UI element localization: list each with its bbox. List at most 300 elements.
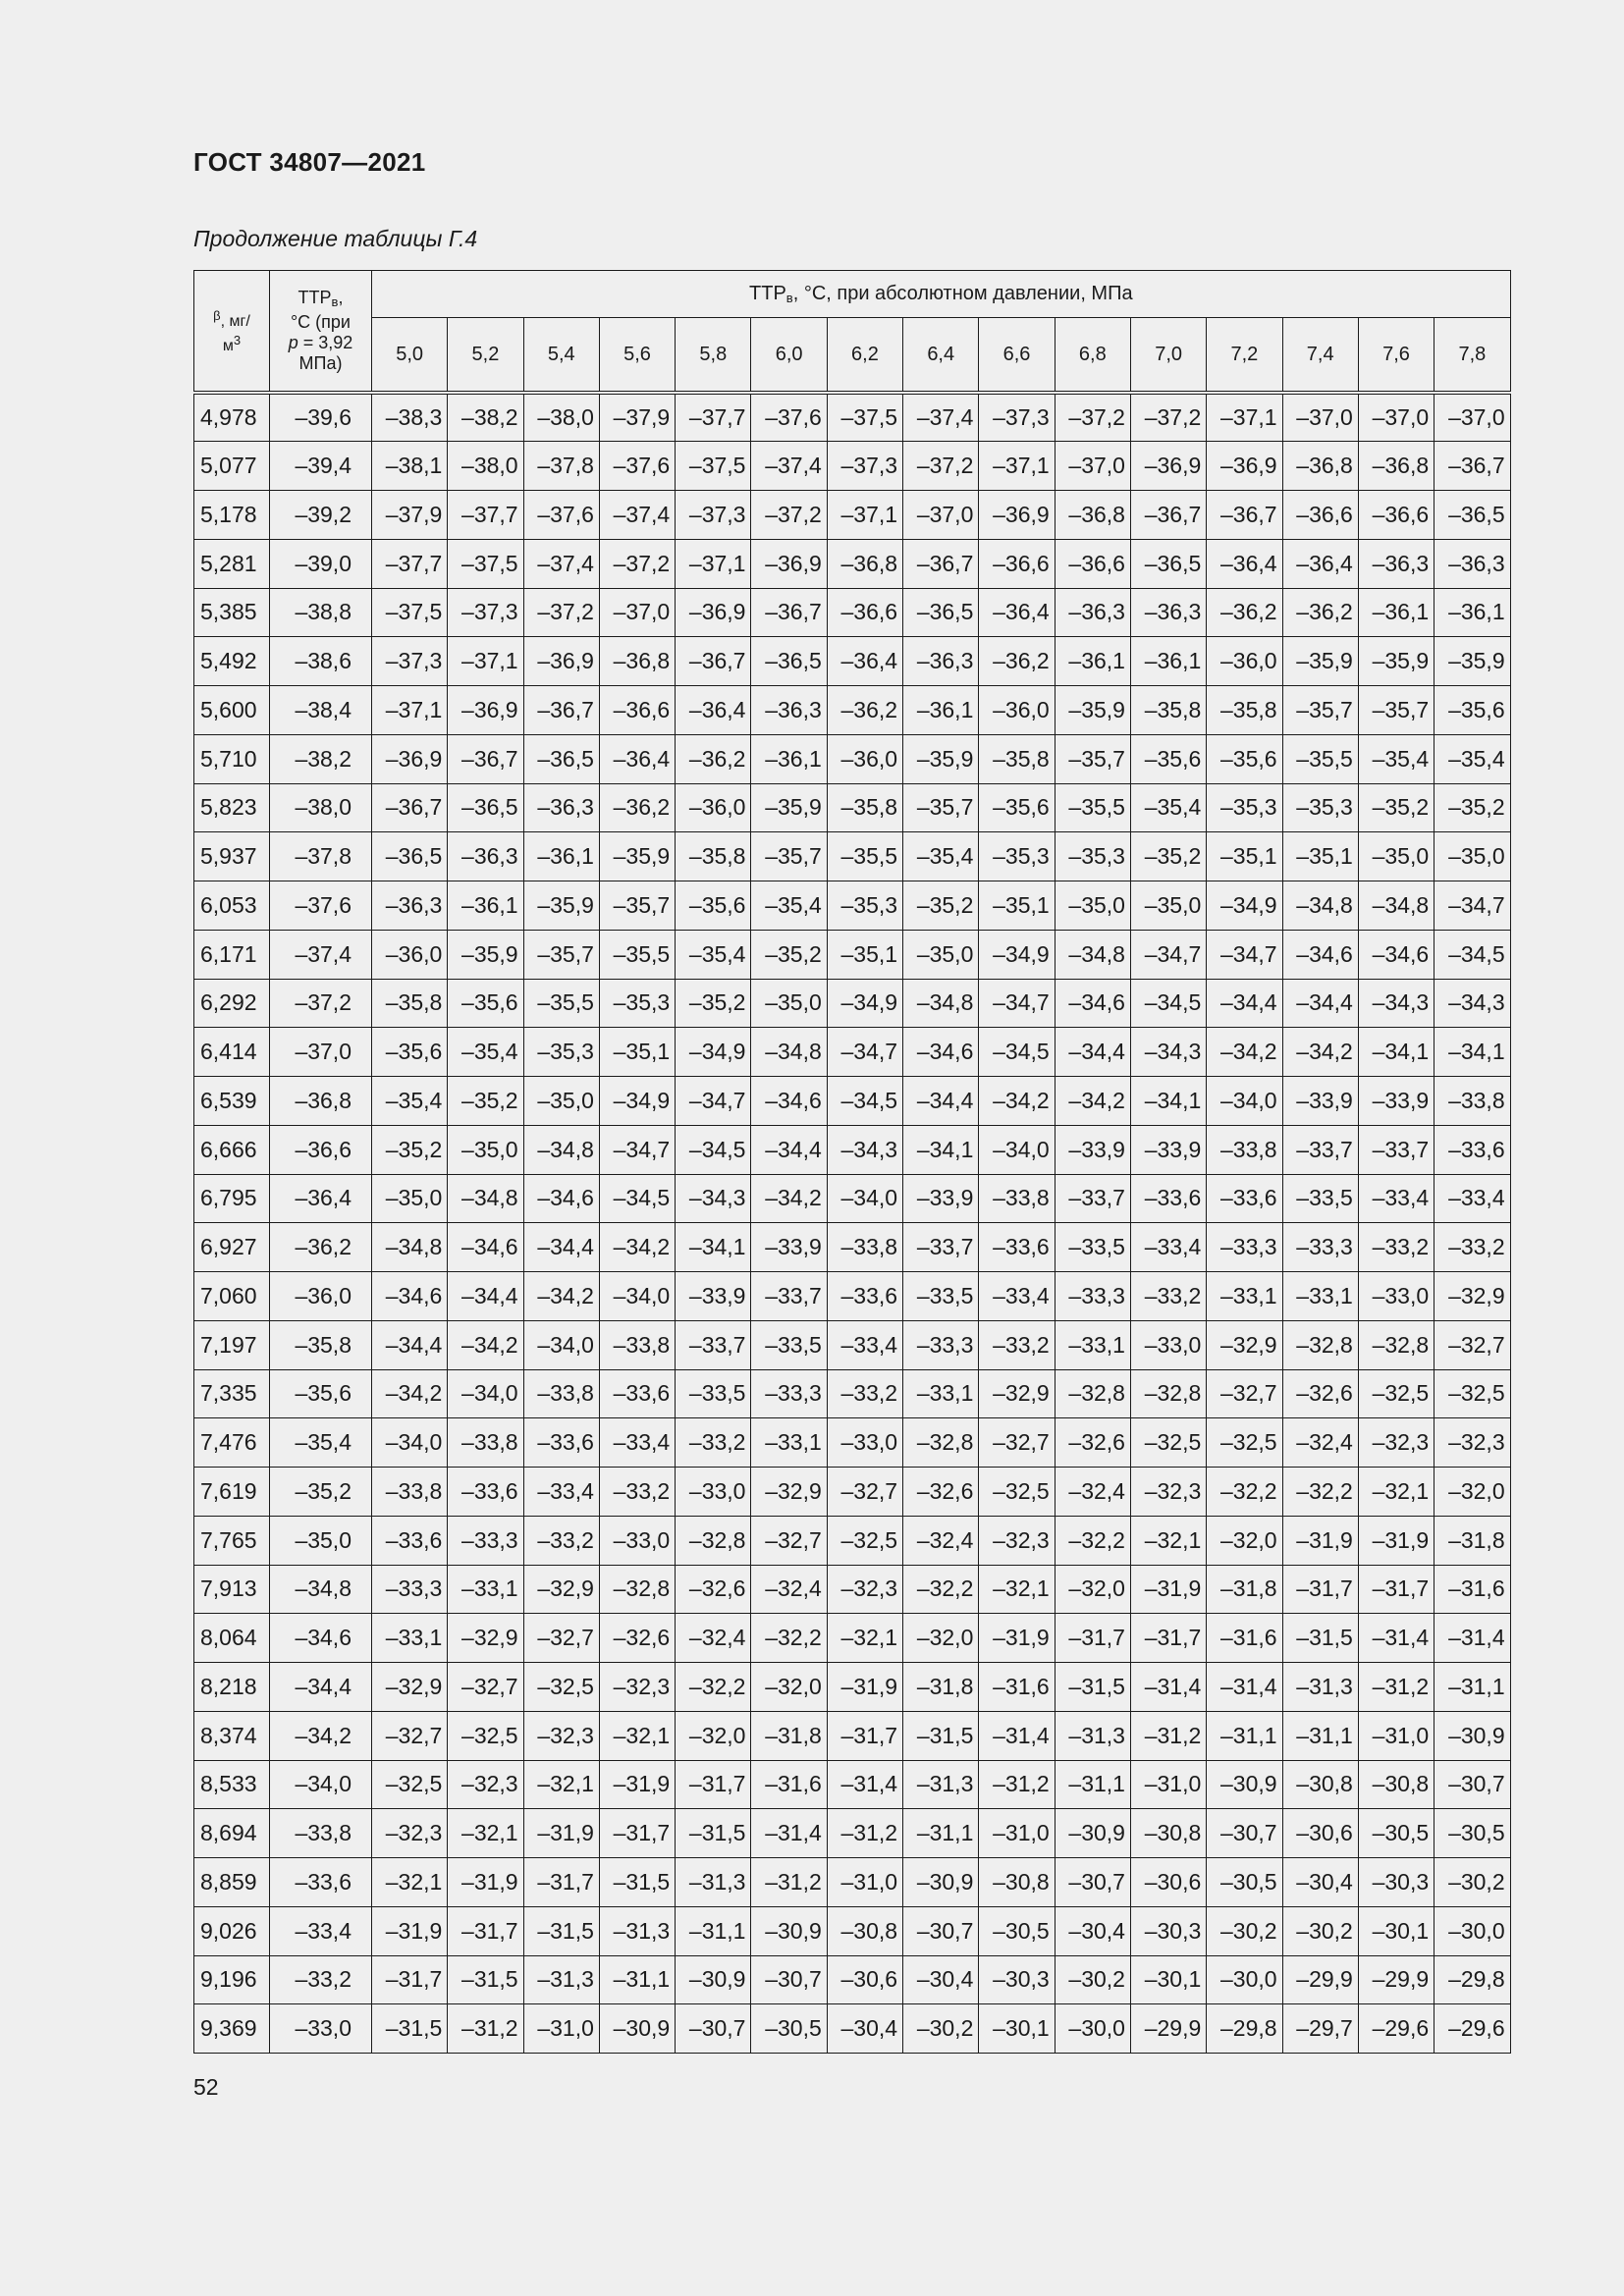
value-cell: –33,5 (751, 1320, 827, 1369)
value-cell: –35,1 (1282, 832, 1358, 881)
value-cell: –30,4 (1282, 1858, 1358, 1907)
ttr-base-cell: –38,6 (270, 637, 372, 686)
value-cell: –35,9 (1055, 686, 1130, 735)
value-cell: –35,3 (599, 979, 675, 1028)
value-cell: –30,8 (1130, 1809, 1206, 1858)
value-cell: –37,1 (1207, 393, 1282, 442)
value-cell: –36,7 (676, 637, 751, 686)
beta-cell: 7,335 (194, 1369, 270, 1418)
value-cell: –33,6 (523, 1418, 599, 1468)
value-cell: –36,8 (599, 637, 675, 686)
value-cell: –32,5 (1130, 1418, 1206, 1468)
pressure-header-cell: 7,4 (1282, 318, 1358, 394)
value-cell: –35,1 (1207, 832, 1282, 881)
value-cell: –31,2 (751, 1858, 827, 1907)
value-cell: –32,5 (372, 1760, 448, 1809)
table-row (194, 1028, 1511, 1077)
value-cell: –30,7 (1207, 1809, 1282, 1858)
value-cell: –36,3 (1435, 539, 1510, 588)
value-cell: –30,5 (1435, 1809, 1510, 1858)
value-cell: –35,2 (1130, 832, 1206, 881)
pressure-header-cell: 6,0 (751, 318, 827, 394)
value-cell: –35,0 (751, 979, 827, 1028)
value-cell: –34,8 (1358, 881, 1434, 931)
value-cell: –30,0 (1055, 2004, 1130, 2054)
value-cell: –30,9 (676, 1955, 751, 2004)
table-row (194, 1468, 1511, 1517)
value-cell: –38,1 (372, 442, 448, 491)
value-cell: –36,6 (979, 539, 1055, 588)
value-cell: –36,4 (827, 637, 902, 686)
table-row (194, 734, 1511, 783)
pressure-header-cell: 6,6 (979, 318, 1055, 394)
beta-cell: 5,385 (194, 588, 270, 637)
value-cell: –36,4 (599, 734, 675, 783)
value-cell: –30,2 (1435, 1858, 1510, 1907)
value-cell: –36,7 (523, 686, 599, 735)
value-cell: –32,2 (676, 1663, 751, 1712)
value-cell: –31,0 (827, 1858, 902, 1907)
value-cell: –32,5 (1435, 1369, 1510, 1418)
value-cell: –33,4 (1358, 1174, 1434, 1223)
value-cell: –32,4 (676, 1614, 751, 1663)
value-cell: –31,8 (903, 1663, 979, 1712)
value-cell: –36,5 (1130, 539, 1206, 588)
beta-cell: 6,053 (194, 881, 270, 931)
value-cell: –32,3 (599, 1663, 675, 1712)
value-cell: –36,1 (903, 686, 979, 735)
table-row (194, 1906, 1511, 1955)
value-cell: –35,6 (372, 1028, 448, 1077)
value-cell: –32,7 (751, 1516, 827, 1565)
value-cell: –36,2 (599, 783, 675, 832)
value-cell: –34,8 (372, 1223, 448, 1272)
ttr-base-cell: –36,0 (270, 1272, 372, 1321)
value-cell: –33,6 (1207, 1174, 1282, 1223)
value-cell: –31,4 (1435, 1614, 1510, 1663)
beta-cell: 6,795 (194, 1174, 270, 1223)
value-cell: –34,3 (827, 1125, 902, 1174)
value-cell: –31,9 (1358, 1516, 1434, 1565)
value-cell: –33,0 (1358, 1272, 1434, 1321)
value-cell: –37,2 (599, 539, 675, 588)
value-cell: –31,4 (979, 1711, 1055, 1760)
value-cell: –30,9 (1207, 1760, 1282, 1809)
beta-cell: 8,374 (194, 1711, 270, 1760)
value-cell: –31,9 (523, 1809, 599, 1858)
value-cell: –33,8 (523, 1369, 599, 1418)
value-cell: –33,9 (1358, 1077, 1434, 1126)
value-cell: –36,4 (1282, 539, 1358, 588)
value-cell: –32,6 (1282, 1369, 1358, 1418)
value-cell: –32,5 (448, 1711, 523, 1760)
value-cell: –31,3 (1282, 1663, 1358, 1712)
value-cell: –33,6 (1130, 1174, 1206, 1223)
value-cell: –35,3 (1207, 783, 1282, 832)
table-row (194, 1614, 1511, 1663)
value-cell: –32,4 (903, 1516, 979, 1565)
value-cell: –30,9 (1055, 1809, 1130, 1858)
value-cell: –34,7 (979, 979, 1055, 1028)
beta-cell: 5,281 (194, 539, 270, 588)
value-cell: –37,2 (903, 442, 979, 491)
value-cell: –33,4 (979, 1272, 1055, 1321)
value-cell: –37,5 (448, 539, 523, 588)
value-cell: –37,2 (1130, 393, 1206, 442)
ttr-base-cell: –33,2 (270, 1955, 372, 2004)
value-cell: –30,7 (1435, 1760, 1510, 1809)
value-cell: –36,1 (448, 881, 523, 931)
value-cell: –31,0 (1358, 1711, 1434, 1760)
value-cell: –36,0 (372, 930, 448, 979)
data-table (193, 270, 1511, 2054)
pressure-header-cell: 7,0 (1130, 318, 1206, 394)
value-cell: –36,6 (599, 686, 675, 735)
value-cell: –31,9 (1282, 1516, 1358, 1565)
pressure-header-cell: 5,8 (676, 318, 751, 394)
value-cell: –31,0 (979, 1809, 1055, 1858)
value-cell: –30,7 (676, 2004, 751, 2054)
value-cell: –31,3 (1055, 1711, 1130, 1760)
value-cell: –33,2 (1435, 1223, 1510, 1272)
value-cell: –32,5 (1358, 1369, 1434, 1418)
value-cell: –33,3 (448, 1516, 523, 1565)
beta-cell: 6,666 (194, 1125, 270, 1174)
table-row (194, 783, 1511, 832)
table-row (194, 1565, 1511, 1614)
value-cell: –36,0 (827, 734, 902, 783)
value-cell: –34,3 (1435, 979, 1510, 1028)
value-cell: –36,7 (372, 783, 448, 832)
value-cell: –37,7 (372, 539, 448, 588)
value-cell: –35,3 (1282, 783, 1358, 832)
value-cell: –35,3 (827, 881, 902, 931)
value-cell: –32,7 (1207, 1369, 1282, 1418)
value-cell: –30,5 (1207, 1858, 1282, 1907)
value-cell: –36,5 (751, 637, 827, 686)
value-cell: –34,1 (1358, 1028, 1434, 1077)
ttr-base-cell: –34,8 (270, 1565, 372, 1614)
value-cell: –35,4 (1435, 734, 1510, 783)
value-cell: –36,5 (1435, 491, 1510, 540)
value-cell: –34,8 (1282, 881, 1358, 931)
value-cell: –34,2 (1055, 1077, 1130, 1126)
value-cell: –36,3 (1358, 539, 1434, 588)
value-cell: –33,5 (676, 1369, 751, 1418)
value-cell: –30,4 (903, 1955, 979, 2004)
beta-cell: 8,064 (194, 1614, 270, 1663)
ttr-base-cell: –38,4 (270, 686, 372, 735)
table-row (194, 1858, 1511, 1907)
beta-cell: 8,533 (194, 1760, 270, 1809)
ttr-base-cell: –38,8 (270, 588, 372, 637)
value-cell: –35,8 (372, 979, 448, 1028)
ttr-base-cell: –35,8 (270, 1320, 372, 1369)
value-cell: –31,3 (903, 1760, 979, 1809)
value-cell: –29,9 (1282, 1955, 1358, 2004)
value-cell: –33,7 (903, 1223, 979, 1272)
value-cell: –32,3 (979, 1516, 1055, 1565)
value-cell: –34,1 (676, 1223, 751, 1272)
value-cell: –32,5 (1207, 1418, 1282, 1468)
value-cell: –35,4 (448, 1028, 523, 1077)
value-cell: –34,7 (827, 1028, 902, 1077)
value-cell: –33,3 (372, 1565, 448, 1614)
value-cell: –34,6 (751, 1077, 827, 1126)
value-cell: –31,1 (599, 1955, 675, 2004)
value-cell: –33,7 (676, 1320, 751, 1369)
value-cell: –33,4 (523, 1468, 599, 1517)
value-cell: –33,4 (827, 1320, 902, 1369)
value-cell: –37,4 (599, 491, 675, 540)
value-cell: –36,2 (676, 734, 751, 783)
value-cell: –31,7 (1130, 1614, 1206, 1663)
value-cell: –36,7 (1130, 491, 1206, 540)
ttr-base-cell: –34,6 (270, 1614, 372, 1663)
value-cell: –33,9 (903, 1174, 979, 1223)
value-cell: –35,0 (523, 1077, 599, 1126)
value-cell: –33,8 (1435, 1077, 1510, 1126)
value-cell: –34,7 (1207, 930, 1282, 979)
value-cell: –37,6 (599, 442, 675, 491)
value-cell: –31,5 (903, 1711, 979, 1760)
value-cell: –33,8 (599, 1320, 675, 1369)
value-cell: –37,9 (372, 491, 448, 540)
value-cell: –32,9 (372, 1663, 448, 1712)
value-cell: –33,7 (1358, 1125, 1434, 1174)
table-row (194, 539, 1511, 588)
value-cell: –35,6 (448, 979, 523, 1028)
value-cell: –33,3 (1282, 1223, 1358, 1272)
value-cell: –30,5 (979, 1906, 1055, 1955)
value-cell: –34,2 (523, 1272, 599, 1321)
value-cell: –33,2 (827, 1369, 902, 1418)
value-cell: –34,4 (903, 1077, 979, 1126)
value-cell: –36,7 (903, 539, 979, 588)
value-cell: –29,8 (1207, 2004, 1282, 2054)
value-cell: –38,0 (523, 393, 599, 442)
value-cell: –37,1 (372, 686, 448, 735)
pressure-header-cell: 7,2 (1207, 318, 1282, 394)
beta-cell: 6,292 (194, 979, 270, 1028)
value-cell: –34,4 (1282, 979, 1358, 1028)
value-cell: –37,4 (523, 539, 599, 588)
value-cell: –35,0 (448, 1125, 523, 1174)
value-cell: –37,7 (448, 491, 523, 540)
value-cell: –32,6 (1055, 1418, 1130, 1468)
value-cell: –33,6 (372, 1516, 448, 1565)
value-cell: –31,9 (372, 1906, 448, 1955)
table-row (194, 1077, 1511, 1126)
value-cell: –36,2 (979, 637, 1055, 686)
value-cell: –31,5 (523, 1906, 599, 1955)
value-cell: –32,1 (1358, 1468, 1434, 1517)
value-cell: –33,4 (599, 1418, 675, 1468)
value-cell: –35,5 (523, 979, 599, 1028)
value-cell: –33,0 (599, 1516, 675, 1565)
value-cell: –32,7 (523, 1614, 599, 1663)
ttr-base-cell: –36,8 (270, 1077, 372, 1126)
value-cell: –32,2 (751, 1614, 827, 1663)
value-cell: –34,1 (1435, 1028, 1510, 1077)
value-cell: –36,8 (827, 539, 902, 588)
pressure-header-cell: 6,4 (903, 318, 979, 394)
beta-cell: 9,026 (194, 1906, 270, 1955)
value-cell: –34,0 (372, 1418, 448, 1468)
table-row (194, 1320, 1511, 1369)
value-cell: –37,5 (372, 588, 448, 637)
value-cell: –37,2 (751, 491, 827, 540)
beta-cell: 7,060 (194, 1272, 270, 1321)
value-cell: –30,8 (1282, 1760, 1358, 1809)
value-cell: –35,6 (676, 881, 751, 931)
value-cell: –35,8 (1130, 686, 1206, 735)
value-cell: –34,0 (523, 1320, 599, 1369)
value-cell: –35,0 (1435, 832, 1510, 881)
group-header-pressure: $ТТР_в$, °С, при абсолютном давлении, МПа (372, 271, 1511, 318)
value-cell: –35,2 (751, 930, 827, 979)
value-cell: –32,5 (979, 1468, 1055, 1517)
value-cell: –35,7 (599, 881, 675, 931)
value-cell: –32,0 (751, 1663, 827, 1712)
value-cell: –37,2 (523, 588, 599, 637)
beta-cell: 8,218 (194, 1663, 270, 1712)
value-cell: –32,1 (448, 1809, 523, 1858)
value-cell: –35,5 (827, 832, 902, 881)
value-cell: –35,4 (903, 832, 979, 881)
value-cell: –33,6 (979, 1223, 1055, 1272)
value-cell: –33,7 (1055, 1174, 1130, 1223)
value-cell: –31,5 (1282, 1614, 1358, 1663)
value-cell: –35,9 (903, 734, 979, 783)
pressure-header-cell: 7,6 (1358, 318, 1434, 394)
value-cell: –35,4 (676, 930, 751, 979)
value-cell: –37,2 (1055, 393, 1130, 442)
ttr-base-cell: –34,0 (270, 1760, 372, 1809)
value-cell: –36,4 (676, 686, 751, 735)
value-cell: –35,5 (1055, 783, 1130, 832)
value-cell: –34,6 (1055, 979, 1130, 1028)
value-cell: –36,3 (903, 637, 979, 686)
value-cell: –31,2 (1130, 1711, 1206, 1760)
value-cell: –37,0 (1358, 393, 1434, 442)
value-cell: –35,4 (372, 1077, 448, 1126)
value-cell: –37,0 (1435, 393, 1510, 442)
ttr-base-cell: –36,6 (270, 1125, 372, 1174)
value-cell: –34,7 (1435, 881, 1510, 931)
value-cell: –30,8 (979, 1858, 1055, 1907)
value-cell: –36,9 (751, 539, 827, 588)
value-cell: –33,1 (372, 1614, 448, 1663)
value-cell: –32,8 (1358, 1320, 1434, 1369)
pressure-header-cell: 6,2 (827, 318, 902, 394)
value-cell: –31,8 (1435, 1516, 1510, 1565)
value-cell: –34,0 (979, 1125, 1055, 1174)
pressure-header-cell: 5,4 (523, 318, 599, 394)
value-cell: –32,2 (1282, 1468, 1358, 1517)
value-cell: –33,6 (1435, 1125, 1510, 1174)
table-row (194, 1760, 1511, 1809)
value-cell: –32,8 (599, 1565, 675, 1614)
beta-cell: 6,414 (194, 1028, 270, 1077)
value-cell: –31,5 (1055, 1663, 1130, 1712)
value-cell: –34,2 (372, 1369, 448, 1418)
value-cell: –37,7 (676, 393, 751, 442)
value-cell: –31,1 (903, 1809, 979, 1858)
pressure-header-cell: 5,6 (599, 318, 675, 394)
ttr-base-cell: –37,8 (270, 832, 372, 881)
value-cell: –30,6 (827, 1955, 902, 2004)
document-title: ГОСТ 34807—2021 (193, 147, 426, 177)
value-cell: –37,0 (1055, 442, 1130, 491)
value-cell: –31,8 (1207, 1565, 1282, 1614)
value-cell: –37,4 (751, 442, 827, 491)
value-cell: –36,7 (1435, 442, 1510, 491)
value-cell: –36,1 (1130, 637, 1206, 686)
beta-cell: 4,978 (194, 393, 270, 442)
value-cell: –33,2 (1358, 1223, 1434, 1272)
ttr-base-cell: –39,0 (270, 539, 372, 588)
value-cell: –36,4 (979, 588, 1055, 637)
value-cell: –30,2 (1055, 1955, 1130, 2004)
value-cell: –33,3 (903, 1320, 979, 1369)
value-cell: –34,8 (448, 1174, 523, 1223)
value-cell: –32,0 (1435, 1468, 1510, 1517)
value-cell: –36,9 (676, 588, 751, 637)
value-cell: –37,3 (979, 393, 1055, 442)
value-cell: –35,1 (979, 881, 1055, 931)
value-cell: –35,3 (1055, 832, 1130, 881)
value-cell: –33,6 (448, 1468, 523, 1517)
value-cell: –30,3 (979, 1955, 1055, 2004)
value-cell: –30,6 (1282, 1809, 1358, 1858)
value-cell: –32,0 (1207, 1516, 1282, 1565)
table-row (194, 1809, 1511, 1858)
value-cell: –34,4 (523, 1223, 599, 1272)
value-cell: –33,6 (827, 1272, 902, 1321)
value-cell: –31,6 (979, 1663, 1055, 1712)
value-cell: –35,6 (1435, 686, 1510, 735)
value-cell: –38,3 (372, 393, 448, 442)
beta-cell: 6,539 (194, 1077, 270, 1126)
value-cell: –36,1 (751, 734, 827, 783)
value-cell: –31,2 (827, 1809, 902, 1858)
value-cell: –32,7 (827, 1468, 902, 1517)
value-cell: –35,8 (827, 783, 902, 832)
value-cell: –32,6 (676, 1565, 751, 1614)
value-cell: –31,7 (372, 1955, 448, 2004)
table-row (194, 881, 1511, 931)
ttr-base-cell: –37,4 (270, 930, 372, 979)
value-cell: –31,4 (827, 1760, 902, 1809)
value-cell: –34,5 (676, 1125, 751, 1174)
value-cell: –31,9 (827, 1663, 902, 1712)
value-cell: –33,5 (1282, 1174, 1358, 1223)
value-cell: –36,6 (1282, 491, 1358, 540)
value-cell: –34,4 (448, 1272, 523, 1321)
value-cell: –37,6 (751, 393, 827, 442)
value-cell: –34,6 (448, 1223, 523, 1272)
beta-cell: 5,937 (194, 832, 270, 881)
value-cell: –30,9 (1435, 1711, 1510, 1760)
value-cell: –32,3 (448, 1760, 523, 1809)
value-cell: –33,4 (1130, 1223, 1206, 1272)
beta-cell: 8,694 (194, 1809, 270, 1858)
table-row (194, 1663, 1511, 1712)
value-cell: –36,1 (1358, 588, 1434, 637)
value-cell: –35,4 (1130, 783, 1206, 832)
value-cell: –37,1 (676, 539, 751, 588)
